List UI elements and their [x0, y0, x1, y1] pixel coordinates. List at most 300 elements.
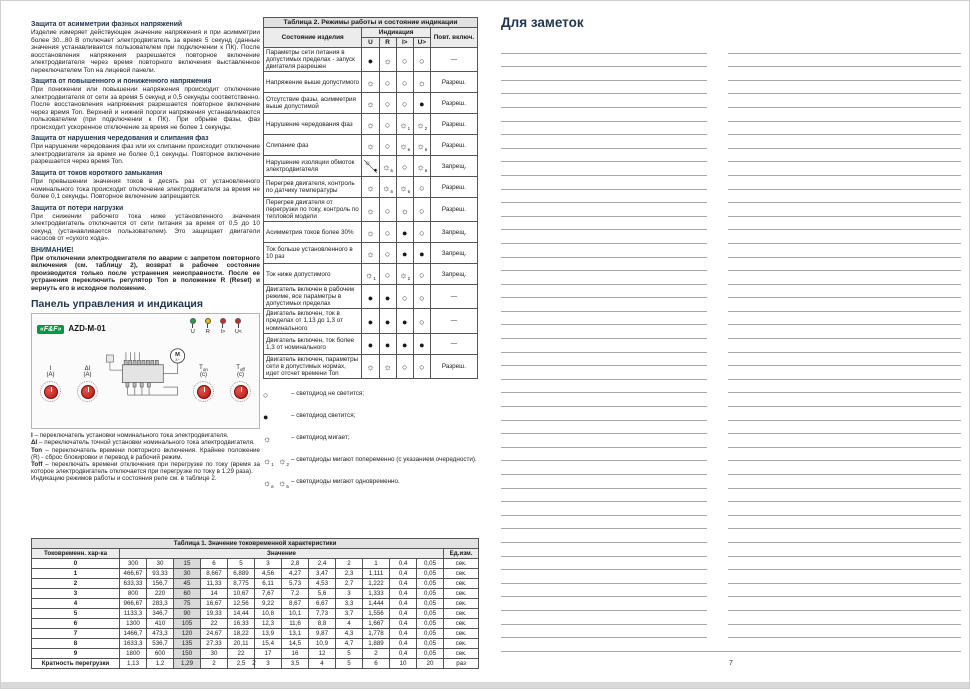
led-on-icon: ● [367, 292, 374, 303]
note-line [728, 434, 961, 448]
table2-row [264, 309, 478, 333]
led-blink-icon: ☼ [366, 205, 375, 216]
mode-state-cell: Параметры сети питания в допустимых пределах - запуск двигателя разрешен [264, 48, 362, 72]
led-state-cell [413, 114, 430, 135]
value-cell: 16,33 [228, 619, 255, 629]
note-line [728, 94, 961, 108]
value-cell: 0,05 [417, 559, 444, 569]
note-line [728, 475, 961, 489]
note-line [728, 489, 961, 503]
note-line [728, 122, 961, 136]
note-line [728, 271, 961, 285]
value-cell: 2,8 [282, 559, 309, 569]
knob-unit-label: (c) [237, 372, 244, 379]
led-legend [263, 385, 478, 491]
note-line [501, 312, 707, 326]
note-line-row [501, 407, 961, 421]
led-state-cell [362, 156, 379, 177]
note-line-row [501, 108, 961, 122]
value-cell: 3,3 [336, 599, 363, 609]
value-cell: 1633,3 [120, 639, 147, 649]
table1-row [32, 589, 479, 599]
knob-unit-label: (c) [200, 372, 207, 379]
notes-lines [501, 40, 961, 652]
mode-state-cell: Нарушение изоляции обмоток электродвигателя [264, 156, 362, 177]
characteristic-label-cell: 2 [32, 579, 120, 589]
led-blink-icon: ☼ [366, 78, 375, 89]
led-blink2-icon: $☼_2$ [416, 120, 428, 132]
note-line-row [501, 67, 961, 81]
led-off-icon: ○ [419, 316, 425, 327]
characteristic-label-cell: 0 [32, 559, 120, 569]
led-state-cell [396, 72, 413, 93]
note-line [728, 557, 961, 571]
led-off-icon: ○ [384, 205, 391, 216]
note-line-row [501, 81, 961, 95]
value-cell: 1,889 [363, 639, 390, 649]
led-off-icon: ○ [401, 362, 408, 373]
led-blink-icon: ☼ [366, 249, 375, 260]
table2-row [264, 354, 478, 378]
value-cell: 1,222 [363, 579, 390, 589]
repeat-start-cell: Разреш. [430, 135, 477, 156]
knob-group-right [190, 365, 254, 402]
knob-term-label: $T_{off}$ [236, 365, 245, 373]
icon-subscript: 2 [424, 126, 428, 132]
value-cell: 1,29 [174, 659, 201, 669]
panel-section-heading: Панель управления и индикация [31, 298, 203, 311]
value-cell: 24,67 [201, 629, 228, 639]
knob-scale-ring [193, 381, 214, 402]
value-cell: 1,778 [363, 629, 390, 639]
value-cell: 1,13 [120, 659, 147, 669]
note-line [501, 543, 707, 557]
led-state-cell [379, 198, 396, 222]
led-state-cell [413, 156, 430, 177]
unit-cell: раз [444, 659, 479, 669]
note-line-row [501, 625, 961, 639]
note-line-row [501, 393, 961, 407]
led-state-cell [413, 93, 430, 114]
value-cell: 9,22 [255, 599, 282, 609]
repeat-start-cell: Разреш. [430, 72, 477, 93]
note-line [501, 217, 707, 231]
note-line [501, 407, 707, 421]
led-state-cell [362, 177, 379, 198]
led-state-cell [396, 93, 413, 114]
icon-subscript: в [390, 168, 393, 174]
note-line [501, 244, 707, 258]
value-cell: 1,444 [363, 599, 390, 609]
panel-top-row [37, 318, 254, 336]
led-off-icon: ○ [384, 141, 391, 152]
characteristic-label-cell: Кратность перегрузки [32, 659, 120, 669]
note-line-row [501, 611, 961, 625]
table1-row [32, 649, 479, 659]
value-cell: 135 [174, 639, 201, 649]
led-blink-icon: ☼ [366, 183, 375, 194]
led-state-cell [413, 72, 430, 93]
knob-icon [44, 385, 58, 399]
note-line-row-full [501, 638, 961, 652]
panel-led [220, 318, 226, 335]
value-cell: 2,3 [336, 569, 363, 579]
value-cell: 16,67 [201, 599, 228, 609]
led-blink2-icon: $☼_2$ [399, 270, 411, 282]
value-cell: 5,73 [282, 579, 309, 589]
led-state-cell [362, 243, 379, 264]
led-blink-sync-icon: $☼_в$ [399, 141, 411, 153]
value-cell: 6,11 [255, 579, 282, 589]
note-line-row [501, 271, 961, 285]
note-line-row [501, 366, 961, 380]
note-line-row [501, 312, 961, 326]
note-line [728, 597, 961, 611]
section-heading: Защита от асимметрии фазных напряжений [31, 21, 183, 28]
note-line [501, 176, 707, 190]
note-line [501, 570, 707, 584]
led-blink-sync-icon: $☼_в$ [278, 477, 289, 489]
led-state-cell [362, 309, 379, 333]
note-line [501, 638, 961, 652]
note-line [728, 461, 961, 475]
value-cell: 7,67 [255, 589, 282, 599]
note-line [501, 611, 707, 625]
led-state-cell [379, 48, 396, 72]
mode-state-cell: Перегрев двигателя от перегрузки по току, контроль по тепловой модели [264, 198, 362, 222]
repeat-start-cell: — [430, 309, 477, 333]
table1-col1-header: Токовременн. хар-ка [32, 549, 120, 559]
repeat-start-cell: — [430, 48, 477, 72]
led-off-icon: ○ [384, 99, 391, 110]
led-state-cell [413, 243, 430, 264]
value-cell: 4 [336, 619, 363, 629]
value-cell: 14,5 [282, 639, 309, 649]
value-cell: 283,3 [147, 599, 174, 609]
attention-body: При отключении электродвигателя по аварии с запретом повторного включения (см. таблицу 2), возврат в рабочее состояние производится только после устранения неисправности. После ее устранения переключить регулятор Ton в положение R (Reset) и вернуть его в исходное положение. [31, 254, 260, 292]
legend-text: – светодиоды мигают одновременно. [291, 478, 400, 486]
value-cell: 2 [201, 659, 228, 669]
section-body: Изделие измеряет действующее значение напряжения и при асимметрии более 30...80 В отключает электродвигатель за время 5 секунд (данные значения устанавливается пользователем при подключении к ПК). После восстановления напряжения разрешается повторное включение электродвигателя через время повторного включения выставленное переключателем Ton на лицевой панели. [31, 29, 260, 74]
legend-icons [263, 407, 291, 425]
value-cell: 0,05 [417, 589, 444, 599]
led-state-cell [413, 333, 430, 354]
unit-cell: сек. [444, 629, 479, 639]
led-state-cell [413, 222, 430, 243]
note-line [728, 421, 961, 435]
section-body: При снижении рабочего тока ниже установленного значения электродвигатель отключается от сети питания за время от 0,5 до 10 секунд (устанавливается пользователем). Это защищает двигатели насосов от «сухого хода». [31, 212, 260, 243]
led-on-icon: ● [401, 228, 408, 239]
note-line [728, 190, 961, 204]
note-line-row [501, 584, 961, 598]
led-blink1-icon: $☼_1$ [365, 270, 376, 282]
table1-row [32, 609, 479, 619]
panel-led [205, 318, 211, 335]
led-blink2-icon: $☼_2$ [278, 455, 289, 467]
value-cell: 150 [174, 649, 201, 659]
mode-state-cell: Ток больше установленного в 10 раз [264, 243, 362, 264]
table1-current-time [31, 538, 479, 669]
table2-operating-modes [263, 17, 478, 379]
characteristic-label-cell: 3 [32, 589, 120, 599]
icon-subscript: в [424, 168, 428, 174]
mode-state-cell: Отсутствие фазы, асимметрия выше допустимой [264, 93, 362, 114]
led-state-cell [379, 264, 396, 285]
unit-cell: сек. [444, 579, 479, 589]
note-line [728, 162, 961, 176]
note-line [728, 625, 961, 639]
led-blink-icon: ☼ [383, 55, 392, 66]
note-line-row [501, 176, 961, 190]
value-cell: 14 [201, 589, 228, 599]
model-label: AZD-M-01 [68, 324, 106, 334]
note-line [501, 271, 707, 285]
legend-text: – светодиоды мигают попеременно (с указанием очередности). [291, 456, 477, 464]
repeat-start-cell: Запрещ. [430, 222, 477, 243]
mode-state-cell: Двигатель включен, ток в пределах от 1,13 до 1,3 от номинального [264, 309, 362, 333]
value-cell: 6,67 [309, 599, 336, 609]
led-blink-sync-icon: $☼_в$ [263, 477, 274, 489]
icon-subscript: в [390, 189, 393, 195]
note-line-row [501, 122, 961, 136]
note-line [501, 353, 707, 367]
mode-state-cell: Слипание фаз [264, 135, 362, 156]
note-line [728, 54, 961, 68]
value-cell: 1133,3 [120, 609, 147, 619]
table2-body [264, 48, 478, 379]
legend-text: – светодиод не светится; [291, 390, 365, 398]
value-cell: 0,4 [390, 639, 417, 649]
note-line-row [501, 149, 961, 163]
value-cell: 0,05 [417, 639, 444, 649]
note-line-row [501, 529, 961, 543]
icon-subscript: 1 [271, 461, 274, 467]
led-state-cell [413, 354, 430, 378]
led-state-cell [396, 222, 413, 243]
panel-note-term: Toff [31, 460, 46, 468]
unit-cell: сек. [444, 639, 479, 649]
note-line [728, 380, 961, 394]
table2-repeat-header: Повт. включ. [430, 28, 477, 48]
led-state-cell [379, 354, 396, 378]
note-line-row [501, 298, 961, 312]
led-state-cell [362, 222, 379, 243]
panel-note-term: Ton [31, 446, 46, 454]
icon-subscript: в [286, 483, 289, 489]
note-line [501, 149, 707, 163]
value-cell: 156,7 [147, 579, 174, 589]
led-on-icon: ● [367, 316, 374, 327]
table2-row [264, 135, 478, 156]
table1-unit-header: Ед.изм. [444, 549, 479, 559]
led-off-icon: ○ [401, 55, 408, 66]
value-cell: 2 [336, 559, 363, 569]
value-cell: 2 [363, 649, 390, 659]
value-cell: 0,4 [390, 589, 417, 599]
knob-term-sub: on [202, 367, 208, 373]
led-off-icon: ○ [419, 205, 425, 216]
note-line-row [501, 570, 961, 584]
value-cell: 22 [228, 649, 255, 659]
value-cell: 0,4 [390, 619, 417, 629]
note-line [501, 475, 707, 489]
value-cell: 0,4 [390, 579, 417, 589]
led-blink-sync-icon: $☼_в$ [416, 162, 428, 174]
note-line [501, 380, 707, 394]
notes-title: Для заметок [501, 15, 584, 30]
value-cell: 75 [174, 599, 201, 609]
led-state-cell [362, 333, 379, 354]
led-state-blink-on-icon [364, 157, 378, 174]
unit-cell: сек. [444, 599, 479, 609]
note-line [501, 502, 707, 516]
led-state-cell [379, 243, 396, 264]
value-cell: 60 [174, 589, 201, 599]
note-line-row [501, 502, 961, 516]
value-cell: 0,4 [390, 649, 417, 659]
value-cell: 3 [336, 589, 363, 599]
led-state-cell [379, 309, 396, 333]
icon-subscript: в [424, 147, 428, 153]
led-off-icon: ○ [384, 120, 391, 131]
front-panel-diagram [31, 313, 260, 429]
value-cell: 18,22 [228, 629, 255, 639]
table1-row [32, 639, 479, 649]
repeat-start-cell: — [430, 285, 477, 309]
note-line [728, 353, 961, 367]
note-line-row [501, 434, 961, 448]
value-cell: 346,7 [147, 609, 174, 619]
note-line [728, 339, 961, 353]
note-line-row [501, 217, 961, 231]
value-cell: 90 [174, 609, 201, 619]
value-cell: 6,889 [228, 569, 255, 579]
value-cell: 2,7 [336, 579, 363, 589]
led-off-icon: ○ [419, 270, 425, 281]
led-state-cell [379, 114, 396, 135]
unit-cell: сек. [444, 649, 479, 659]
note-line-row [501, 516, 961, 530]
led-off-icon: ○ [419, 183, 425, 194]
led-state-cell [379, 222, 396, 243]
led-state-cell [396, 264, 413, 285]
note-line [728, 203, 961, 217]
brand-logo: «F&F» [37, 325, 64, 334]
value-cell: 20 [417, 659, 444, 669]
table2-row [264, 264, 478, 285]
led-blink-icon: ☼ [366, 362, 375, 373]
led-state-cell [413, 177, 430, 198]
note-line [728, 244, 961, 258]
value-cell: 300 [120, 559, 147, 569]
value-cell: 466,67 [120, 569, 147, 579]
led-stem [207, 324, 208, 328]
legend-icons [263, 385, 291, 403]
knob-icon [197, 385, 211, 399]
table2-title: Таблица 2. Режимы работы и состояние индикации [264, 18, 478, 28]
knob-term-label: ΔI [84, 365, 91, 372]
led-state-cell [396, 198, 413, 222]
led-on-icon: ● [384, 292, 391, 303]
value-cell: 105 [174, 619, 201, 629]
note-line-row [501, 421, 961, 435]
note-line-row [501, 94, 961, 108]
led-col-u: U [362, 38, 379, 48]
led-off-icon: ○ [419, 362, 425, 373]
panel-notes [31, 432, 260, 482]
section-body: При понижении или повышении напряжения происходит отключение электродвигателя от сети за время 5 секунд и 0,5 секунды соответственно. После восстановления напряжения разрешается повторное включение через время Ton. Верхний и нижний пороги напряжения устанавливаются пользователем (при подключении к ПК). При обрыве фазы, фаз происходит ускоренное отключение за время не более 1 секунды. [31, 86, 260, 131]
characteristic-label-cell: 9 [32, 649, 120, 659]
characteristic-label-cell: 5 [32, 609, 120, 619]
led-on-icon: ● [419, 99, 425, 110]
knob-term-sub: off [239, 367, 245, 373]
value-cell: 6 [201, 559, 228, 569]
value-cell: 19,33 [201, 609, 228, 619]
table1-row [32, 559, 479, 569]
value-cell: 30 [174, 569, 201, 579]
note-line-row [501, 557, 961, 571]
value-cell: 10,9 [309, 639, 336, 649]
note-line-row [501, 203, 961, 217]
note-line [728, 611, 961, 625]
led-group [190, 318, 242, 335]
knob-icon [234, 385, 248, 399]
led-state-cell [362, 93, 379, 114]
led-off-icon: ○ [384, 78, 391, 89]
value-cell: 13,1 [282, 629, 309, 639]
note-line [728, 529, 961, 543]
note-line-row [501, 54, 961, 68]
value-cell: 800 [120, 589, 147, 599]
value-cell: 45 [174, 579, 201, 589]
led-blink-sync-icon: $☼_в$ [382, 162, 393, 174]
table2-row [264, 285, 478, 309]
value-cell: 12,3 [255, 619, 282, 629]
led-on-icon: ● [384, 316, 391, 327]
table2-row [264, 243, 478, 264]
led-state-cell [413, 285, 430, 309]
value-cell: 536,7 [147, 639, 174, 649]
note-line [728, 407, 961, 421]
led-blink-icon: ☼ [263, 433, 272, 444]
note-line [501, 597, 707, 611]
value-cell: 966,67 [120, 599, 147, 609]
led-state-cell [413, 198, 430, 222]
note-line [728, 312, 961, 326]
legend-icons [263, 451, 291, 469]
note-line [501, 339, 707, 353]
value-cell: 4,3 [336, 629, 363, 639]
table2-row [264, 93, 478, 114]
mode-state-cell: Двигатель включен, ток более 1,3 от номинального [264, 333, 362, 354]
section-body: При нарушении чередования фаз или их слипании происходит отключение электродвигателя за время не более 0,1 секунды. Повторное включение разрешается через время Ton. [31, 143, 260, 166]
note-line [501, 421, 707, 435]
table2-row [264, 114, 478, 135]
motor-symbol-label: M [175, 352, 180, 359]
note-line [501, 516, 707, 530]
attention-block [31, 247, 260, 293]
note-line-row [501, 244, 961, 258]
icon-subscript: в [407, 189, 411, 195]
characteristic-label-cell: 7 [32, 629, 120, 639]
table2-row [264, 48, 478, 72]
icon-subscript: 2 [286, 461, 289, 467]
table2-row [264, 156, 478, 177]
note-line [501, 529, 707, 543]
value-cell: 8,667 [201, 569, 228, 579]
led-on-icon: ● [367, 55, 374, 66]
icon-subscript: 2 [407, 276, 411, 282]
